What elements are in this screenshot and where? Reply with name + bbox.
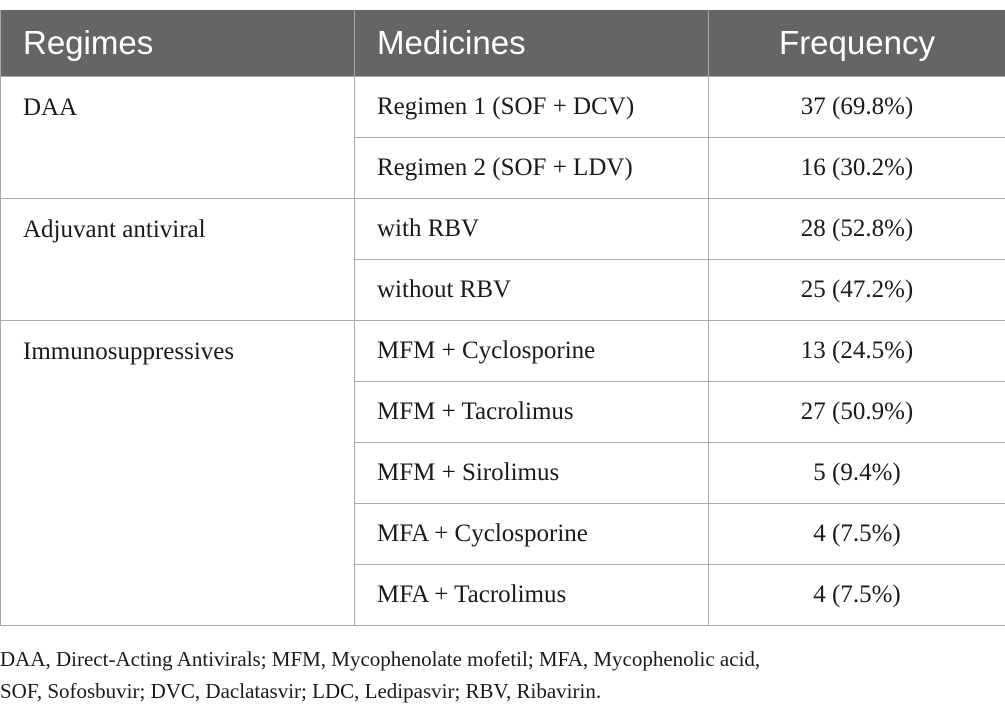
regimen-table-container [0,10,1005,626]
table-row [1,199,1005,260]
frequency-cell: 13 (24.5%) [709,321,1005,382]
medicine-cell: MFM + Sirolimus [355,443,709,504]
medicine-cell: Regimen 2 (SOF + LDV) [355,138,709,199]
frequency-cell: 27 (50.9%) [709,382,1005,443]
regime-cell-daa: DAA [1,77,355,199]
medicine-cell: MFM + Cyclosporine [355,321,709,382]
frequency-cell: 28 (52.8%) [709,199,1005,260]
medicine-cell: Regimen 1 (SOF + DCV) [355,77,709,138]
table-footnote [0,643,1000,707]
table-row [1,321,1005,382]
medicine-cell: MFA + Tacrolimus [355,565,709,626]
regime-cell-immunosuppressives: Immunosuppressives [1,321,355,626]
footnote-line: DAA, Direct-Acting Antivirals; MFM, Mycophenolate mofetil; MFA, Mycophenolic acid, [0,647,761,671]
table-header [1,10,1005,77]
medicine-cell: MFA + Cyclosporine [355,504,709,565]
frequency-cell: 25 (47.2%) [709,260,1005,321]
regime-cell-adjuvant-antiviral: Adjuvant antiviral [1,199,355,321]
frequency-cell: 37 (69.8%) [709,77,1005,138]
footnote-line: SOF, Sofosbuvir; DVC, Daclatasvir; LDC, Ledipasvir; RBV, Ribavirin. [0,679,602,703]
header-row [1,10,1005,77]
header-regimes: Regimes [1,10,355,77]
frequency-cell: 5 (9.4%) [709,443,1005,504]
table-body [1,77,1005,626]
frequency-cell: 4 (7.5%) [709,504,1005,565]
medicine-cell: with RBV [355,199,709,260]
header-frequency: Frequency [709,10,1005,77]
table-row [1,77,1005,138]
medicine-cell: without RBV [355,260,709,321]
medicine-cell: MFM + Tacrolimus [355,382,709,443]
frequency-cell: 16 (30.2%) [709,138,1005,199]
frequency-cell: 4 (7.5%) [709,565,1005,626]
header-medicines: Medicines [355,10,709,77]
regimen-table [0,10,1005,626]
